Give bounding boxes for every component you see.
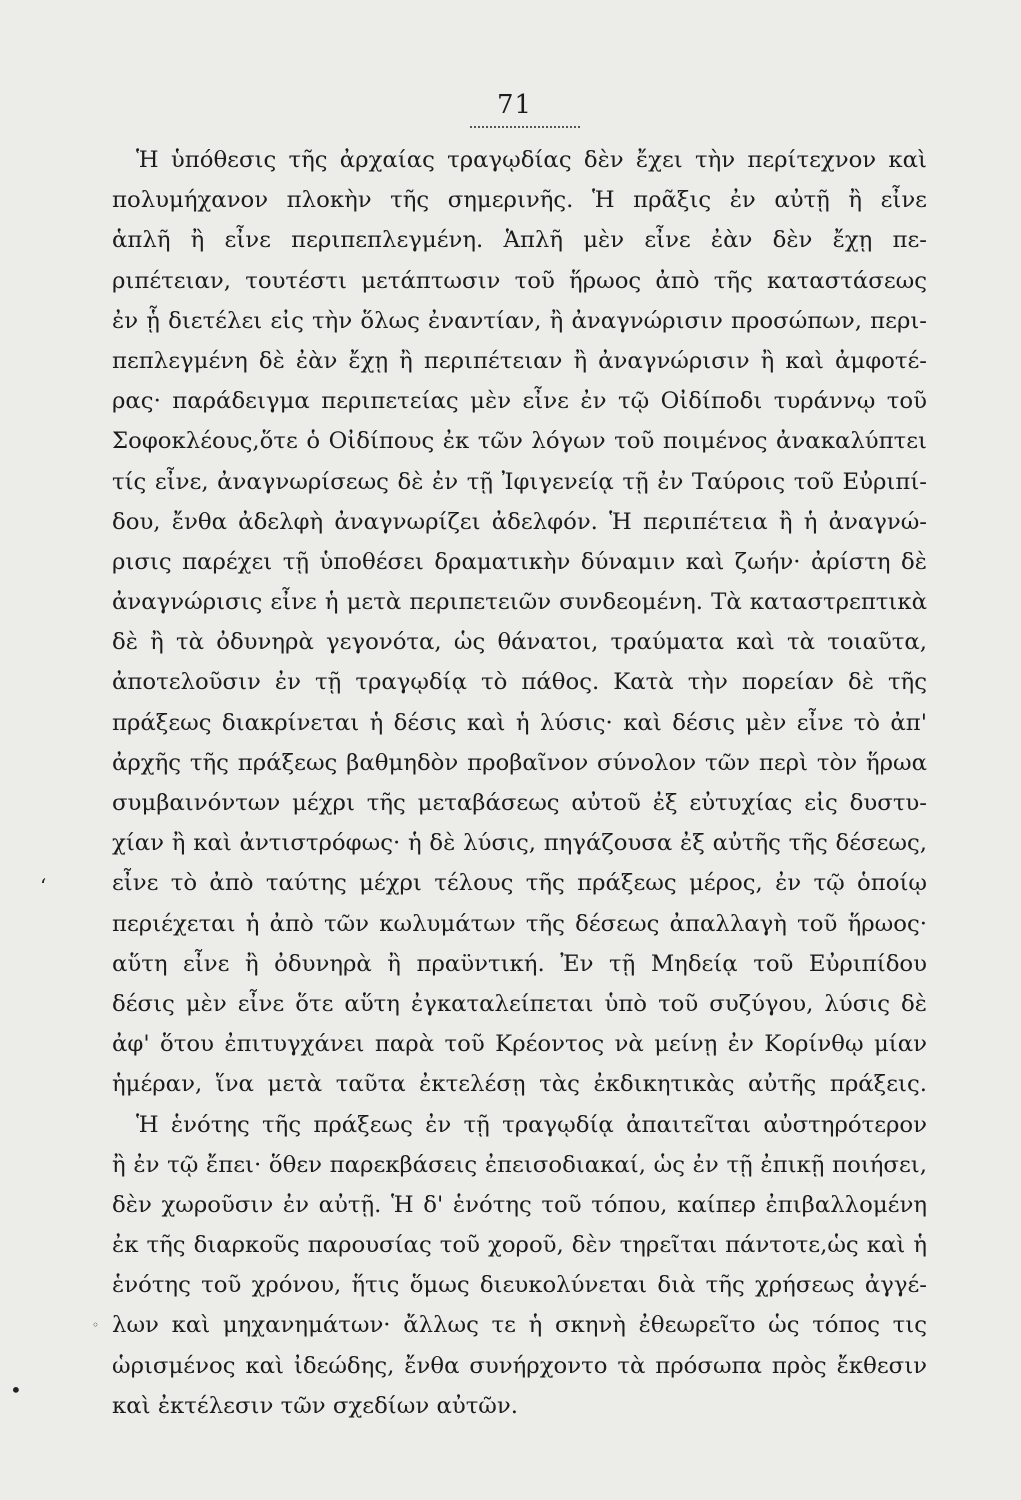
- text-line: καὶ ἐκτέλεσιν τῶν σχεδίων αὐτῶν.: [112, 1392, 519, 1419]
- text-line: συμβαινόντων μέχρι τῆς μεταβάσεως αὐτοῦ ἐξ εὐτυχίας εἰς δυστυ-: [112, 790, 927, 816]
- text-line: Σοφοκλέους,ὅτε ὁ Οἰδίπους ἐκ τῶν λόγων τοῦ ποιμένος ἀνακαλύπτει: [112, 428, 927, 455]
- text-line: εἶνε τὸ ἀπὸ ταύτης μέχρι τέλους τῆς πράξεως μέρος, ἐν τῷ ὁποίῳ: [112, 870, 927, 897]
- text-line: ἢ ἐν τῷ ἔπει· ὅθεν παρεκβάσεις ἐπεισοδιακαί, ὡς ἐν τῇ ἐπικῇ ποιήσει,: [112, 1151, 927, 1178]
- page-number: 71: [497, 90, 533, 120]
- text-line: χίαν ἢ καὶ ἀντιστρόφως· ἡ δὲ λύσις, πηγάζουσα ἐξ αὐτῆς τῆς δέσεως,: [112, 830, 927, 857]
- text-line: ρας· παράδειγμα περιπετείας μὲν εἶνε ἐν τῷ Οἰδίποδι τυράννῳ τοῦ: [112, 388, 927, 415]
- text-line: ὡρισμένος καὶ ἰδεώδης, ἔνθα συνήρχοντο τὰ πρόσωπα πρὸς ἔκθεσιν: [112, 1352, 927, 1379]
- text-line: ἐκ τῆς διαρκοῦς παρουσίας τοῦ χοροῦ, δὲν τηρεῖται πάντοτε,ὡς καὶ ἡ: [112, 1232, 927, 1259]
- text-line: δέσις μὲν εἶνε ὅτε αὕτη ἐγκαταλείπεται ὑπὸ τοῦ συζύγου, λύσις δὲ: [112, 990, 927, 1017]
- text-line: περιέχεται ἡ ἀπὸ τῶν κωλυμάτων τῆς δέσεως ἀπαλλαγὴ τοῦ ἥρωος·: [112, 910, 927, 937]
- margin-speck: ◦: [92, 1318, 100, 1332]
- text-line: ἁπλῆ ἢ εἶνε περιπεπλεγμένη. Ἁπλῆ μὲν εἶνε ἐὰν δὲν ἔχῃ πε-: [112, 227, 927, 254]
- text-line: πεπλεγμένη δὲ ἐὰν ἔχῃ ἢ περιπέτειαν ἢ ἀναγνώρισιν ἢ καὶ ἀμφοτέ-: [112, 347, 927, 374]
- text-line: ρισις παρέχει τῇ ὑποθέσει δραματικὴν δύναμιν καὶ ζωήν· ἀρίστη δὲ: [112, 548, 927, 575]
- text-line: ριπέτειαν, τουτέστι μετάπτωσιν τοῦ ἥρωος ἀπὸ τῆς καταστάσεως: [112, 267, 927, 294]
- text-line: λων καὶ μηχανημάτων· ἄλλως τε ἡ σκηνὴ ἐθεωρεῖτο ὡς τόπος τις: [112, 1312, 927, 1339]
- margin-speck: •: [10, 1378, 22, 1402]
- text-line: πολυμήχανον πλοκὴν τῆς σημερινῆς. Ἡ πρᾶξις ἐν αὐτῇ ἢ εἶνε: [112, 187, 927, 214]
- text-line: ἀρχῆς τῆς πράξεως βαθμηδὸν προβαῖνον σύνολον τῶν περὶ τὸν ἥρωα: [112, 749, 927, 776]
- text-line: δὲ ἢ τὰ ὀδυνηρὰ γεγονότα, ὡς θάνατοι, τραύματα καὶ τὰ τοιαῦτα,: [112, 629, 927, 656]
- text-line: ἀναγνώρισις εἶνε ἡ μετὰ περιπετειῶν συνδεομένη. Τὰ καταστρεπτικὰ: [112, 589, 927, 616]
- page-number-rule: [470, 126, 580, 128]
- text-line: ἑνότης τοῦ χρόνου, ἥτις ὅμως διευκολύνεται διὰ τῆς χρήσεως ἀγγέ-: [112, 1272, 927, 1299]
- text-line: πράξεως διακρίνεται ἡ δέσις καὶ ἡ λύσις· καὶ δέσις μὲν εἶνε τὸ ἀπ': [112, 709, 927, 736]
- text-line: δὲν χωροῦσιν ἐν αὐτῇ. Ἡ δ' ἑνότης τοῦ τόπου, καίπερ ἐπιβαλλομένη: [112, 1191, 927, 1218]
- text-line: τίς εἶνε, ἀναγνωρίσεως δὲ ἐν τῇ Ἰφιγενείᾳ τῇ ἐν Ταύροις τοῦ Εὐριπί-: [112, 468, 927, 495]
- text-line: ἀποτελοῦσιν ἐν τῇ τραγῳδίᾳ τὸ πάθος. Κατὰ τὴν πορείαν δὲ τῆς: [112, 669, 927, 696]
- text-line: ἡμέραν, ἵνα μετὰ ταῦτα ἐκτελέσῃ τὰς ἐκδικητικὰς αὐτῆς πράξεις.: [112, 1071, 927, 1098]
- text-line: δου, ἔνθα ἀδελφὴ ἀναγνωρίζει ἀδελφόν. Ἡ περιπέτεια ἢ ἡ ἀναγνώ-: [112, 508, 927, 535]
- text-line: ἀφ' ὅτου ἐπιτυγχάνει παρὰ τοῦ Κρέοντος νὰ μείνῃ ἐν Κορίνθῳ μίαν: [112, 1031, 927, 1058]
- margin-speck: ‘: [40, 874, 47, 898]
- text-line: Ἡ ἑνότης τῆς πράξεως ἐν τῇ τραγῳδίᾳ ἀπαιτεῖται αὐστηρότερον: [136, 1111, 927, 1138]
- text-line: ἐν ᾗ διετέλει εἰς τὴν ὅλως ἐναντίαν, ἢ ἀναγνώρισιν προσώπων, περι-: [112, 307, 927, 334]
- body-text: [112, 140, 927, 1426]
- text-line: Ἡ ὑπόθεσις τῆς ἀρχαίας τραγῳδίας δὲν ἔχει τὴν περίτεχνον καὶ: [136, 147, 927, 173]
- text-line: αὕτη εἶνε ἢ ὀδυνηρὰ ἢ πραϋντική. Ἐν τῇ Μηδείᾳ τοῦ Εὐριπίδου: [112, 950, 927, 977]
